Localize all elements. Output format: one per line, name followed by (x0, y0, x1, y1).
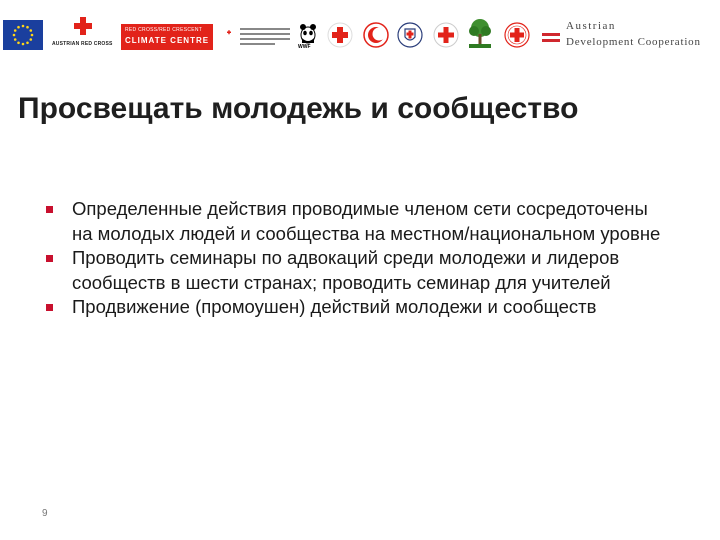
bullet-list (46, 197, 666, 320)
emblem-icon (397, 22, 423, 48)
red-cross-icon (327, 22, 353, 48)
ifrc-cross-crescent-icon (226, 28, 236, 38)
austrian-development-cooperation-logo (542, 20, 720, 52)
climate-centre-line2: CLIMATE CENTRE (125, 36, 210, 45)
red-crescent-society-logo (363, 22, 389, 48)
bullet-text: Определенные действия проводимые членом сети сосредоточены на молодых людей и сообщества на местном/национальном уровне (72, 198, 661, 244)
climate-centre-line1: RED CROSS/RED CRESCENT (125, 27, 203, 33)
red-cross-society-logo-2 (433, 22, 459, 48)
bullet-square-icon (46, 304, 53, 311)
panda-icon (298, 22, 318, 44)
wwf-text: WWF (298, 44, 311, 50)
tree-logo (466, 18, 494, 50)
bullet-item (46, 295, 666, 320)
page-number: 9 (42, 508, 48, 519)
bullet-square-icon (46, 255, 53, 262)
wwf-logo (298, 22, 318, 50)
red-cross-icon (74, 17, 92, 35)
austrian-red-cross-logo (52, 17, 112, 57)
bullet-square-icon (46, 206, 53, 213)
bullet-text: Продвижение (промоушен) действий молодежи и сообществ (72, 296, 597, 317)
red-cross-icon (504, 22, 530, 48)
ifrc-logo (226, 26, 294, 48)
logo-strip (0, 0, 720, 60)
austrian-dev-line2: Development Cooperation (566, 36, 701, 48)
eu-flag-logo (3, 20, 43, 50)
red-cross-icon (433, 22, 459, 48)
red-cross-society-logo-3 (504, 22, 530, 48)
bullet-item (46, 246, 666, 295)
bullet-item (46, 197, 666, 246)
bullet-text: Проводить семинары по адвокаций среди молодежи и лидеров сообществ в шести странах; проводить семинар для учителей (72, 247, 620, 293)
slide-title: Просвещать молодежь и сообщество (18, 92, 579, 125)
national-society-emblem-logo (397, 22, 423, 48)
tree-icon (466, 18, 494, 50)
austrian-dev-line1: Austrian (566, 20, 616, 32)
austrian-red-cross-text: AUSTRIAN RED CROSS (52, 41, 113, 47)
red-cross-society-logo (327, 22, 353, 48)
red-crescent-icon (363, 22, 389, 48)
climate-centre-logo (121, 24, 213, 50)
